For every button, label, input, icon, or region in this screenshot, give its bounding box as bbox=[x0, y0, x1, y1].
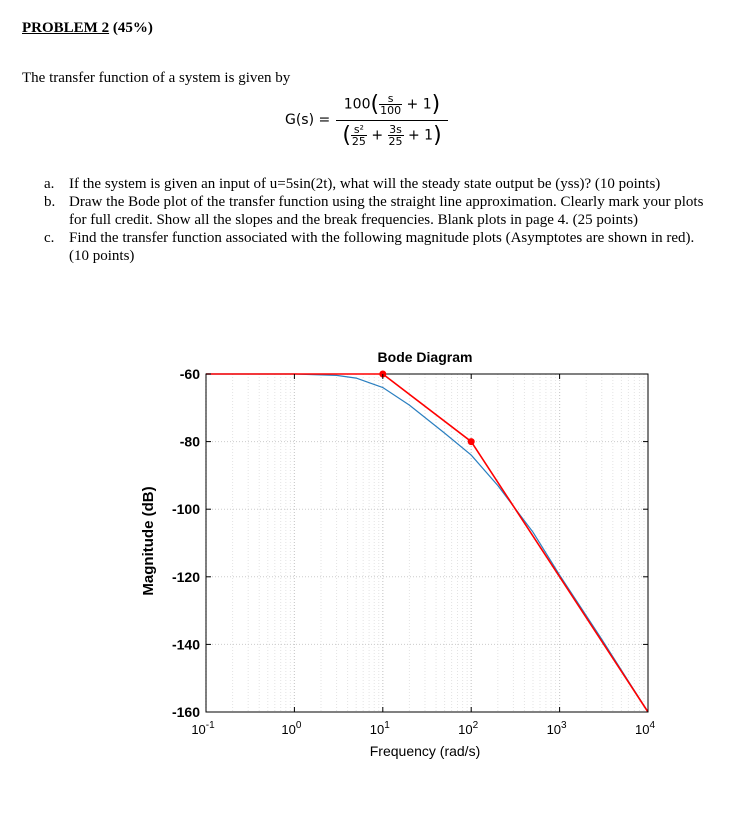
x-tick-label: $10^1$ bbox=[369, 720, 390, 737]
chart-series bbox=[206, 371, 648, 713]
y-tick-label: -140 bbox=[171, 636, 200, 653]
asymptote-line bbox=[206, 374, 648, 712]
y-tick-label: -120 bbox=[171, 568, 200, 585]
break-frequency-marker bbox=[468, 438, 475, 445]
question-c-marker: c. bbox=[44, 230, 55, 246]
x-tick-label: $10^0$ bbox=[281, 720, 302, 737]
chart-grid bbox=[206, 374, 648, 712]
equation-lhs: G(s) = bbox=[285, 112, 331, 128]
den-frac1-top: s² bbox=[351, 124, 367, 136]
den-frac2-bottom: 25 bbox=[388, 135, 403, 148]
denominator-tail: + 1 bbox=[408, 127, 434, 144]
x-tick-label: $10^4$ bbox=[634, 720, 656, 737]
chart-ticks bbox=[172, 366, 655, 737]
question-c-text: Find the transfer function associated with the following magnitude plots (Asymptotes are shown in red). (10 points) bbox=[69, 230, 695, 264]
y-axis-label: Magnitude (dB) bbox=[140, 486, 157, 596]
x-tick-label: $10^2$ bbox=[458, 720, 479, 737]
y-tick-label: -80 bbox=[179, 433, 200, 450]
x-axis-label: Frequency (rad/s) bbox=[369, 743, 481, 759]
y-tick-label: -100 bbox=[171, 501, 200, 518]
numerator-tail: + 1 bbox=[406, 96, 432, 113]
numerator-gain: 100 bbox=[343, 96, 371, 113]
y-tick-label: -60 bbox=[179, 366, 200, 382]
x-tick-label: $10^{-1}$ bbox=[191, 720, 215, 737]
numerator-fraction-top: s bbox=[379, 93, 402, 105]
question-a-text: If the system is given an input of u=5sin(2t), what will the steady state output be (yss)? (10 points) bbox=[69, 176, 661, 192]
den-frac1-bottom: 25 bbox=[351, 135, 366, 148]
y-tick-label: -160 bbox=[171, 704, 200, 720]
question-b-text: Draw the Bode plot of the transfer function using the straight line approximation. Clearly mark your plots for full credit. Show all the slopes and the break frequencies. Blank plots in page 4. (25 points) bbox=[69, 194, 704, 228]
intro-text: The transfer function of a system is given by bbox=[22, 70, 291, 86]
den-frac2-top: 3s bbox=[389, 123, 402, 136]
question-b-marker: b. bbox=[44, 194, 56, 210]
numerator-fraction-bottom: 100 bbox=[380, 104, 402, 117]
problem-weight: (45%) bbox=[109, 20, 153, 36]
question-a-marker: a. bbox=[44, 176, 55, 192]
equation-denominator: ( $\frac{\text{s²}}{25}$ + $\frac{3s}{25}$ + 1) bbox=[342, 123, 442, 148]
problem-label: PROBLEM 2 bbox=[22, 20, 110, 36]
x-tick-label: $10^3$ bbox=[546, 720, 567, 737]
chart-title: Bode Diagram bbox=[377, 349, 473, 365]
plot-frame bbox=[206, 374, 648, 712]
magnitude-curve bbox=[206, 374, 648, 712]
equation-numerator: 100( $\frac{s}{100}$ + 1) bbox=[343, 92, 441, 117]
